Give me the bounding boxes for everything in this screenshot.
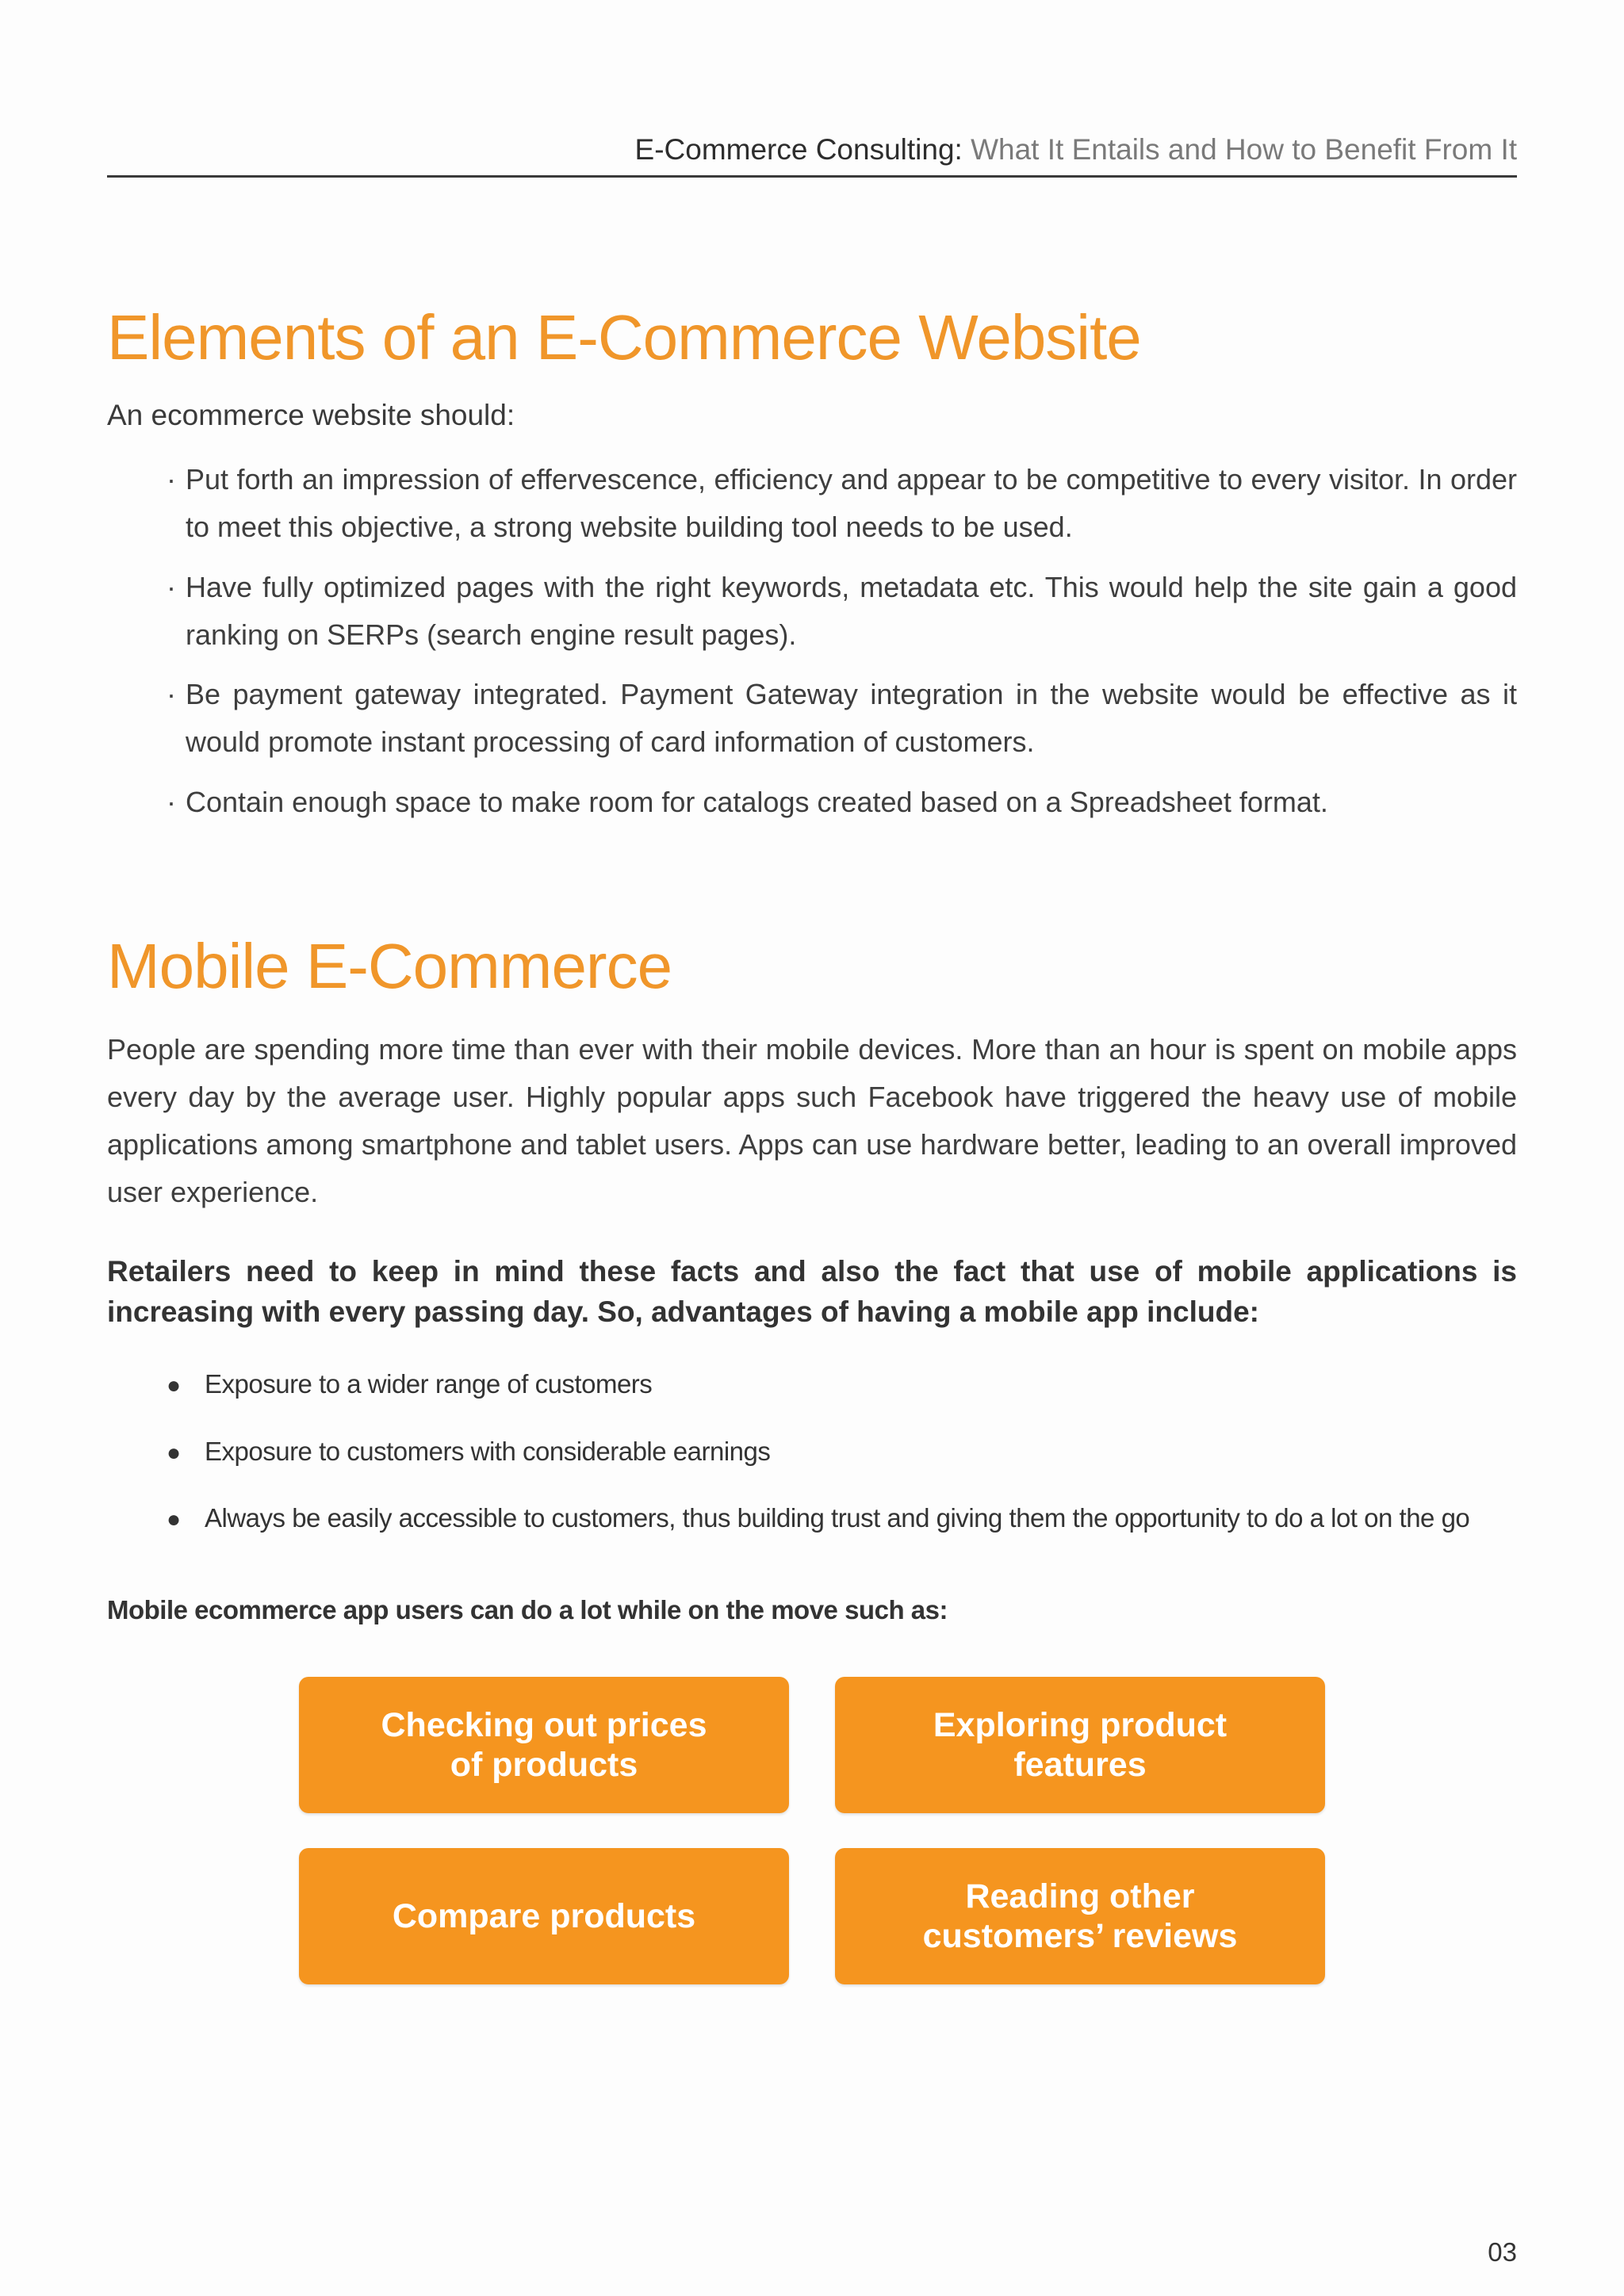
bullet-marker: ● <box>167 1372 181 1399</box>
list-item: · Contain enough space to make room for catalogs created based on a Spreadsheet format. <box>167 779 1517 826</box>
activity-box: Exploring product features <box>835 1677 1325 1813</box>
activity-box: Checking out prices of products <box>299 1677 789 1813</box>
retailers-paragraph: Retailers need to keep in mind these facts and also the fact that use of mobile applications is increasing with every passing day. So, advantages of having a mobile app include: <box>107 1255 1517 1328</box>
mobile-paragraph: People are spending more time than ever with their mobile devices. More than an hour is spent on mobile apps every day by the average user. Highly popular apps such Facebook have triggered the heavy use of mobile applications among smartphone and tablet users. Apps can use hardware better, leading to an overall improved user experience. <box>107 1033 1517 1208</box>
header-title: E-Commerce Consulting: <box>634 133 963 166</box>
activity-box: Reading other customers’ reviews <box>835 1848 1325 1984</box>
list-item: · Put forth an impression of effervescence, efficiency and appear to be competitive to every visitor. In order to meet this objective, a strong website building tool needs to be used. <box>167 456 1517 551</box>
activities-subheading: Mobile ecommerce app users can do a lot while on the move such as: <box>107 1595 948 1624</box>
header-subtitle: What It Entails and How to Benefit From It <box>971 133 1517 166</box>
list-item: · Have fully optimized pages with the right keywords, metadata etc. This would help the site gain a good ranking on SERPs (search engine result pages). <box>167 564 1517 659</box>
page-number: 03 <box>1488 2237 1517 2267</box>
header-divider <box>107 175 1517 178</box>
section-heading-elements: Elements of an E-Commerce Website <box>107 302 1141 373</box>
bullet-marker: ● <box>167 1440 181 1466</box>
dot-marker: · <box>167 678 176 710</box>
dot-marker: · <box>167 786 176 818</box>
bullet-item: ● Always be easily accessible to customers, thus building trust and giving them the opportunity to do a lot on the go <box>167 1503 1470 1533</box>
bullet-item: ● Exposure to customers with considerable earnings <box>167 1437 771 1466</box>
running-header <box>635 133 1517 166</box>
dot-marker: · <box>167 571 176 603</box>
dot-marker: · <box>167 463 176 496</box>
section-heading-mobile: Mobile E-Commerce <box>107 931 672 1001</box>
activity-box: Compare products <box>299 1848 789 1984</box>
section-intro: An ecommerce website should: <box>107 399 515 431</box>
bullet-marker: ● <box>167 1506 181 1533</box>
list-item: · Be payment gateway integrated. Payment Gateway integration in the website would be effective as it would promote instant processing of card information of customers. <box>167 671 1517 766</box>
bullet-item: ● Exposure to a wider range of customers <box>167 1369 653 1399</box>
